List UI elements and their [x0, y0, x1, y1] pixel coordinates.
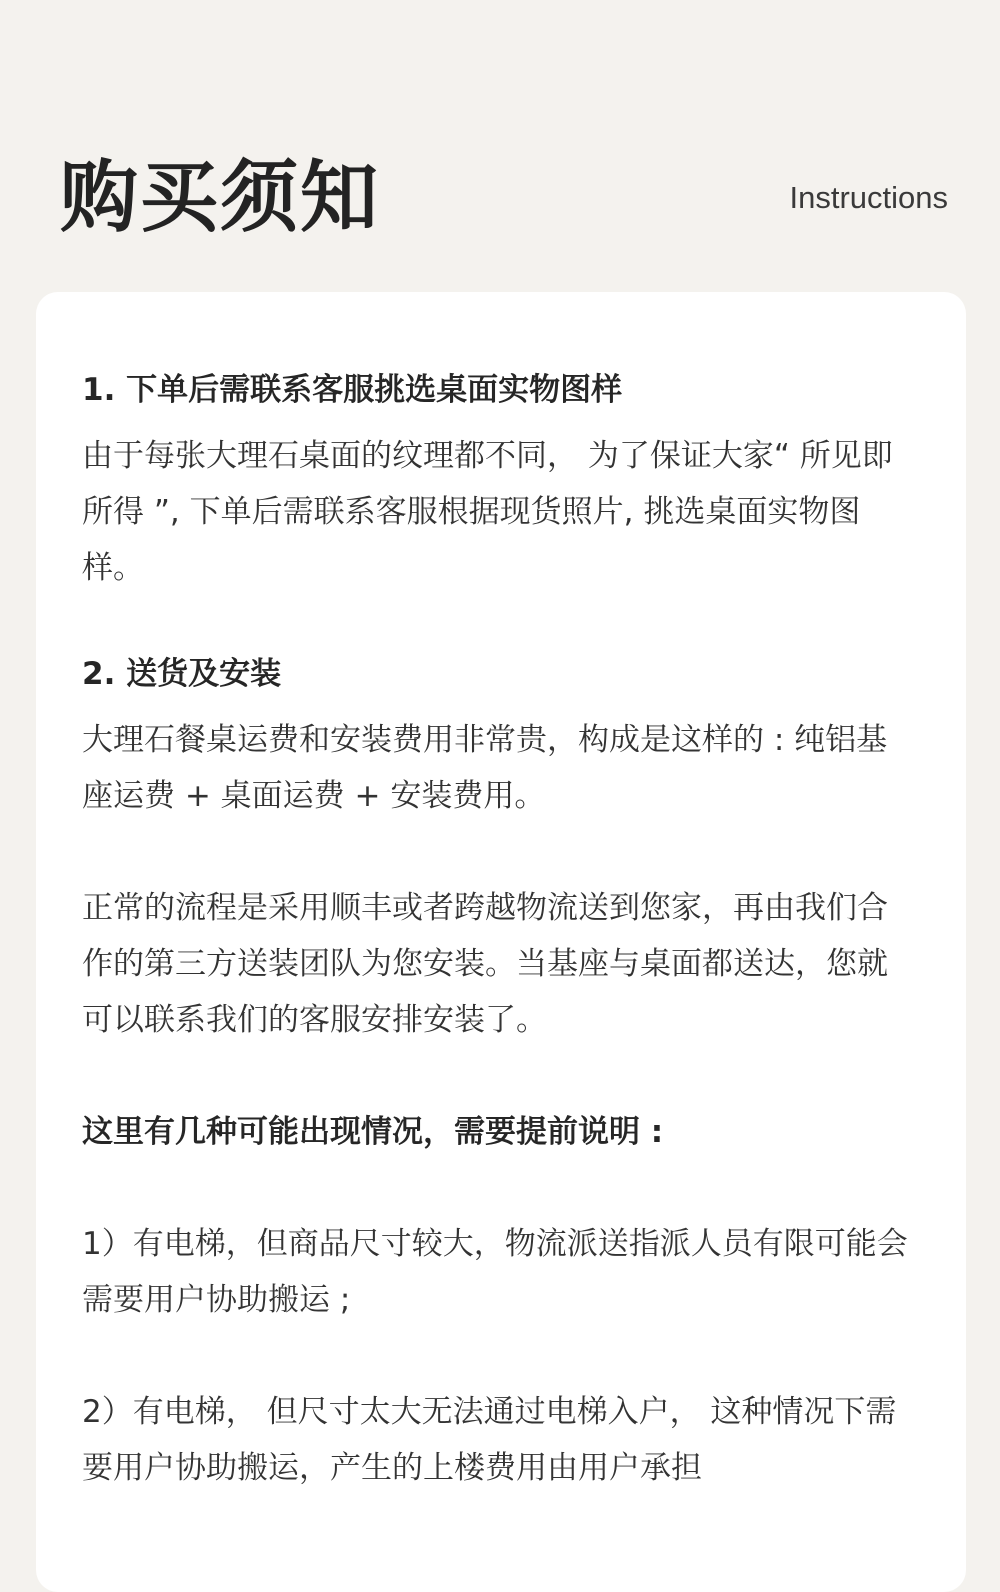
section-paragraph: 正常的流程是采用顺丰或者跨越物流送到您家，再由我们合作的第三方送装团队为您安装。当基座与桌面都送达，您就可以联系我们的客服安排安装了。 — [82, 890, 888, 1038]
section-order-sample — [82, 370, 918, 596]
spacer — [82, 1160, 918, 1216]
case-item: 2）有电梯， 但尺寸太大无法通过电梯入户， 这种情况下需要用户协助搬运，产生的上楼费用由用户承担 — [82, 1394, 897, 1486]
section-heading: 2. 送货及安装 — [82, 656, 282, 692]
situations-note: 这里有几种可能出现情况，需要提前说明 : — [82, 1114, 664, 1150]
spacer — [82, 1048, 918, 1104]
spacer — [82, 596, 918, 654]
section-heading: 1. 下单后需联系客服挑选桌面实物图样 — [82, 372, 623, 408]
case-item: 1）有电梯，但商品尺寸较大，物流派送指派人员有限可能会需要用户协助搬运 ; — [82, 1226, 908, 1318]
spacer — [82, 824, 918, 880]
instructions-content — [82, 370, 918, 1496]
page-subtitle: Instructions — [789, 180, 948, 215]
section-paragraph: 由于每张大理石桌面的纹理都不同， 为了保证大家“ 所见即所得 ”, 下单后需联系客服根据现货照片, 挑选桌面实物图样。 — [82, 438, 893, 586]
section-paragraph: 大理石餐桌运费和安装费用非常贵，构成是这样的 : 纯铝基座运费 + 桌面运费 + 安装费用。 — [82, 722, 888, 814]
section-delivery-installation — [82, 654, 918, 1496]
page-title: 购买须知 — [60, 153, 381, 243]
page-header — [0, 0, 1000, 292]
spacer — [82, 1328, 918, 1384]
